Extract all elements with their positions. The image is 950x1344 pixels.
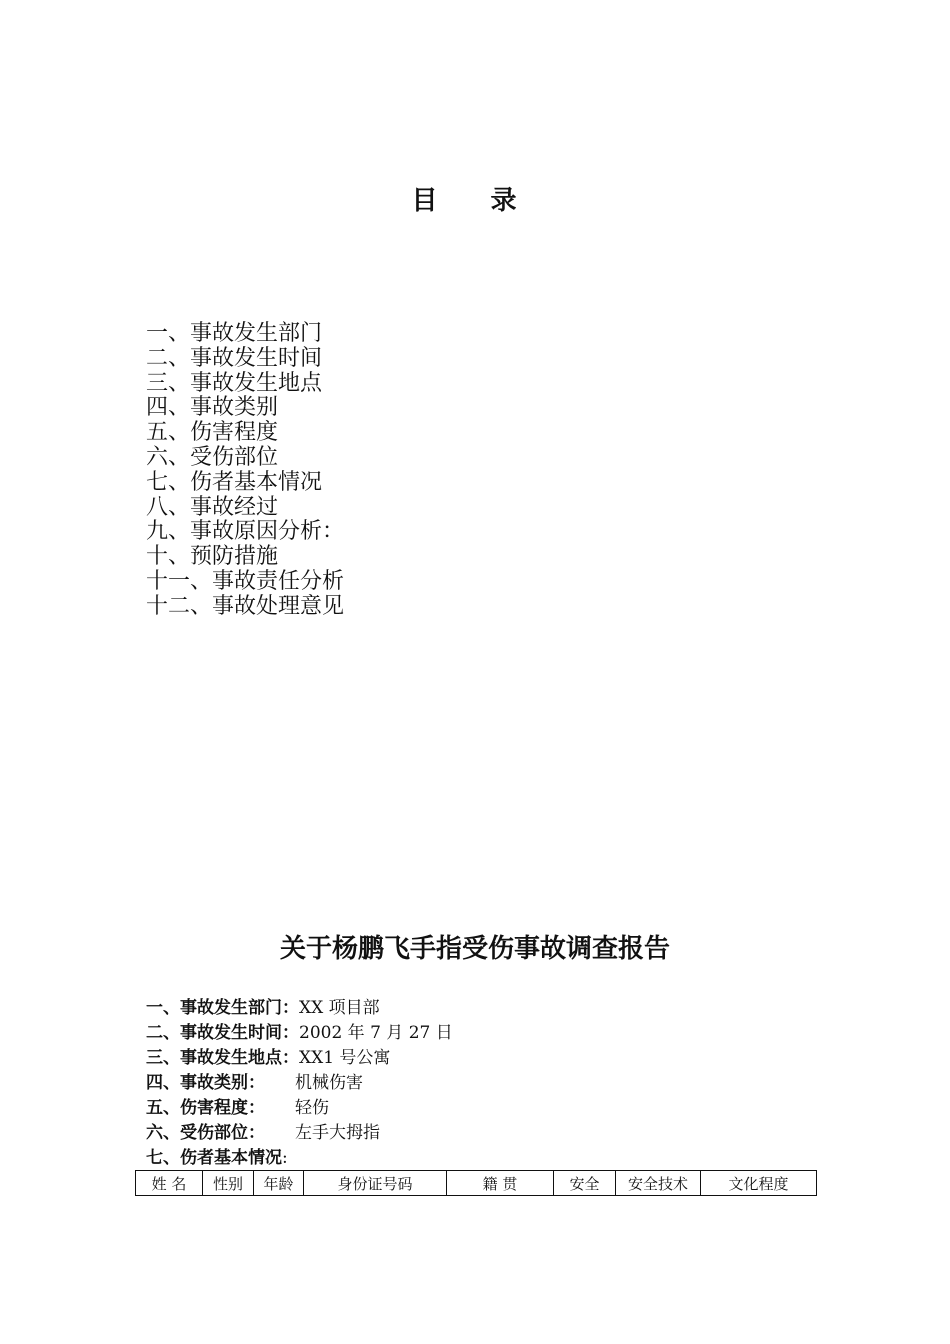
field-label: 二、事故发生时间： xyxy=(146,1023,299,1043)
toc-item: 九、事故原因分析： xyxy=(146,519,345,545)
field-label: 七、伤者基本情况 xyxy=(146,1148,282,1168)
field-value: 2002 年 7 月 27 日 xyxy=(299,1023,453,1043)
field-value: : xyxy=(282,1148,288,1168)
toc-title: 目 录 xyxy=(411,186,539,216)
field-value: XX 项目部 xyxy=(299,998,380,1018)
field-value: 轻伤 xyxy=(295,1098,329,1118)
toc-item: 十一、事故责任分析 xyxy=(146,568,345,594)
column-header-gender: 性别 xyxy=(203,1171,254,1196)
toc-item: 一、事故发生部门 xyxy=(146,321,323,346)
field-injury-site xyxy=(146,1121,453,1146)
field-category xyxy=(146,1071,453,1096)
toc-item: 五、伤害程度 xyxy=(146,420,279,446)
column-header-origin: 籍 贯 xyxy=(447,1171,554,1196)
column-header-safety-tech: 安全技术 xyxy=(616,1171,701,1196)
field-value: 左手大拇指 xyxy=(295,1123,380,1143)
field-label: 一、事故发生部门： xyxy=(146,998,299,1018)
toc-item: 四、事故类别 xyxy=(146,395,279,421)
field-label: 三、事故发生地点： xyxy=(146,1048,299,1068)
field-location xyxy=(146,1046,453,1071)
field-department xyxy=(146,996,453,1021)
field-label: 六、受伤部位： xyxy=(146,1123,265,1143)
column-header-name: 姓 名 xyxy=(136,1171,203,1196)
field-time xyxy=(146,1021,453,1046)
toc-item: 三、事故发生地点 xyxy=(146,370,323,396)
column-header-safety: 安全 xyxy=(554,1171,616,1196)
field-severity xyxy=(146,1096,453,1121)
toc-item: 十、预防措施 xyxy=(146,544,279,570)
toc-item: 八、事故经过 xyxy=(146,494,279,520)
column-header-id-number: 身份证号码 xyxy=(304,1171,447,1196)
toc-item: 二、事故发生时间 xyxy=(146,345,323,371)
toc-item: 六、受伤部位 xyxy=(146,444,279,470)
toc-item: 十二、事故处理意见 xyxy=(146,593,345,619)
field-label: 四、事故类别： xyxy=(146,1073,265,1093)
column-header-education: 文化程度 xyxy=(701,1171,817,1196)
field-injured-info xyxy=(146,1146,453,1171)
injured-person-table xyxy=(135,1170,817,1196)
field-value: 机械伤害 xyxy=(295,1073,363,1093)
column-header-age: 年龄 xyxy=(254,1171,304,1196)
toc-list xyxy=(146,322,344,620)
toc-item: 七、伤者基本情况 xyxy=(146,469,323,495)
report-info xyxy=(146,996,453,1171)
table-header-row xyxy=(136,1171,817,1196)
field-value: XX1 号公寓 xyxy=(299,1048,391,1068)
report-title: 关于杨鹏飞手指受伤事故调查报告 xyxy=(279,934,670,964)
field-label: 五、伤害程度： xyxy=(146,1098,265,1118)
